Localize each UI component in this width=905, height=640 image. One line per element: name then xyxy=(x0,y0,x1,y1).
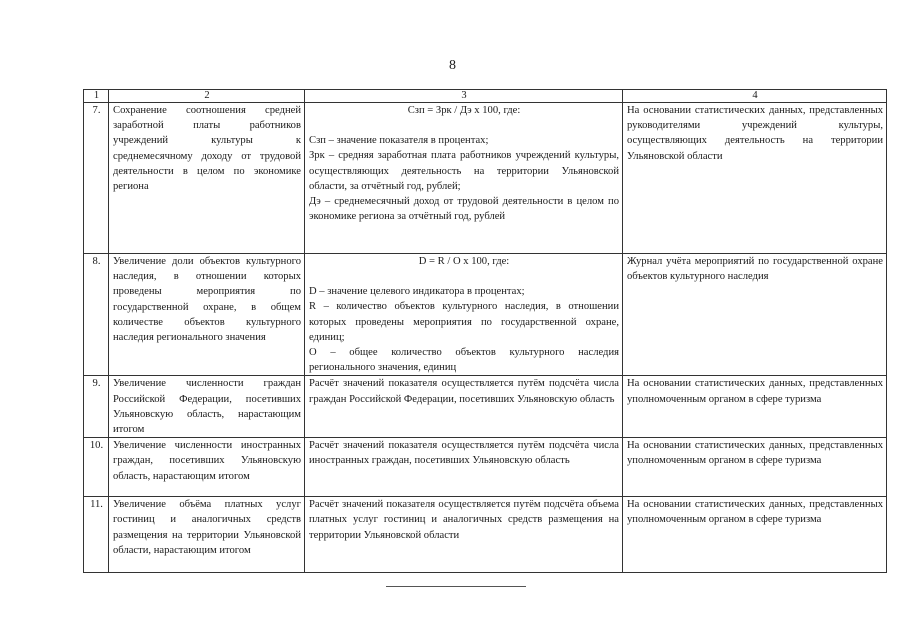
data-source: На основании статистических данных, представленных руководителями учреждений культуры, осуществляющих деятельность на территории Ульяновской области xyxy=(623,103,887,254)
page-number: 8 xyxy=(449,58,456,73)
table-row xyxy=(84,497,887,573)
table-header-row xyxy=(84,90,887,103)
table-row xyxy=(84,438,887,497)
row-number: 7. xyxy=(84,103,109,254)
calculation-method: Расчёт значений показателя осуществляется путём подсчёта объема платных услуг гостиниц и аналогичных средств размещения на территории Ульяновской области xyxy=(305,497,623,573)
calculation-method: Расчёт значений показателя осуществляется путём подсчёта числа иностранных граждан, посетивших Ульяновскую область xyxy=(305,438,623,497)
indicator-name: Увеличение численности иностранных граждан, посетивших Ульяновскую область, нарастающим итогом xyxy=(109,438,305,497)
spacer xyxy=(309,269,619,284)
formula: D = R / O x 100, где: xyxy=(418,256,510,267)
data-source: На основании статистических данных, представленных уполномоченным органом в сфере туризма xyxy=(623,438,887,497)
definition: D – значение целевого индикатора в процентах; xyxy=(309,286,525,298)
column-header: 4 xyxy=(623,90,887,103)
definition: Сзп – значение показателя в процентах; xyxy=(309,135,489,147)
definition: O – общее количество объектов культурного наследия регионального значения, единиц xyxy=(309,347,619,374)
formula: Сзп = Зрк / Дэ x 100, где: xyxy=(407,105,521,116)
scan-artifact-top xyxy=(0,8,905,10)
calculation-method xyxy=(305,103,623,254)
row-number: 9. xyxy=(84,376,109,438)
calculation-method: Расчёт значений показателя осуществляется путём подсчёта числа граждан Российской Федерации, посетивших Ульяновскую область xyxy=(305,376,623,438)
data-source: Журнал учёта мероприятий по государственной охране объектов культурного наследия xyxy=(623,254,887,376)
indicators-table xyxy=(83,89,887,573)
row-number: 11. xyxy=(84,497,109,573)
table-row xyxy=(84,376,887,438)
scan-artifact-bottom xyxy=(0,630,905,632)
definition: Зрк – средняя заработная плата работников учреждений культуры, осуществляющих деятельность на территории Ульяновской области, за отчётный год, рублей; xyxy=(309,150,619,192)
indicator-name: Сохранение соотношения средней заработной платы работников учреждений культуры к среднемесячному доходу от трудовой деятельности в целом по экономике региона xyxy=(109,103,305,254)
row-number: 8. xyxy=(84,254,109,376)
column-header: 1 xyxy=(84,90,109,103)
indicator-name: Увеличение численности граждан Российской Федерации, посетивших Ульяновскую область, нарастающим итогом xyxy=(109,376,305,438)
definition: Дэ – среднемесячный доход от трудовой деятельности в целом по экономике региона за отчётный год, рублей xyxy=(309,196,619,223)
indicator-name: Увеличение объёма платных услуг гостиниц и аналогичных средств размещения на территории Ульяновской области, нарастающим итогом xyxy=(109,497,305,573)
indicator-name: Увеличение доли объектов культурного наследия, в отношении которых проведены мероприятия по государственной охране, в общем количестве объектов культурного наследия регионального значения xyxy=(109,254,305,376)
column-header: 3 xyxy=(305,90,623,103)
table-row xyxy=(84,254,887,376)
definition: R – количество объектов культурного наследия, в отношении которых проведены мероприятия по государственной охране, единиц; xyxy=(309,301,619,343)
data-source: На основании статистических данных, представленных уполномоченным органом в сфере туризма xyxy=(623,497,887,573)
footer-separator-line xyxy=(386,586,526,587)
spacer xyxy=(309,118,619,133)
table-row xyxy=(84,103,887,254)
data-source: На основании статистических данных, представленных уполномоченным органом в сфере туризма xyxy=(623,376,887,438)
calculation-method xyxy=(305,254,623,376)
row-number: 10. xyxy=(84,438,109,497)
column-header: 2 xyxy=(109,90,305,103)
